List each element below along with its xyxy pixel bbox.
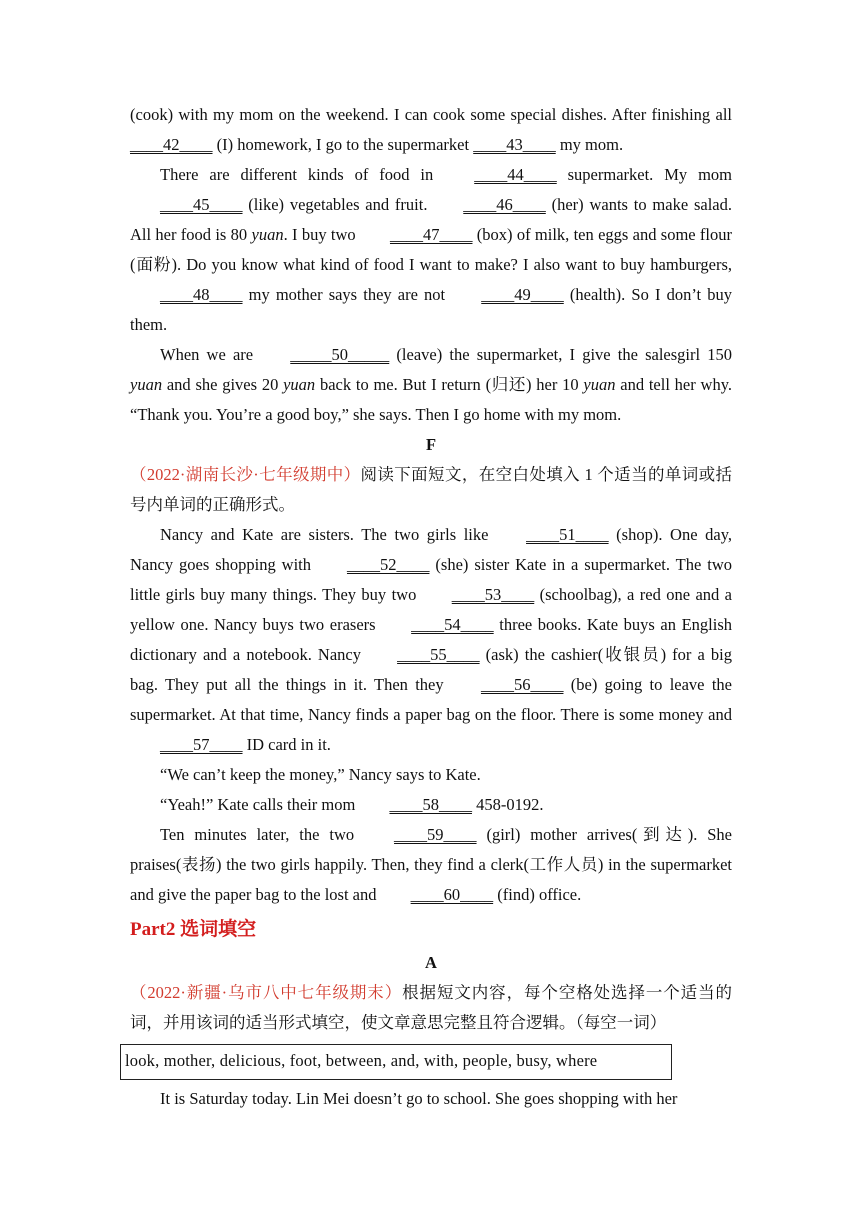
text: (her) wants to make salad. All her food is 80: [130, 195, 732, 244]
blank-54[interactable]: ____54____: [411, 615, 494, 634]
instruction-text: 阅读下面短文，在空白处填入 1 个适当的单词或括号内单词的正确形式。: [130, 465, 733, 514]
section-heading: F: [425, 435, 437, 454]
instruction: [130, 460, 732, 520]
text-yuan: yuan: [583, 375, 616, 394]
text-yuan: yuan: [130, 375, 163, 394]
text: (box) of milk, ten eggs and some flour (面粉). Do you know what kind of food I want to make? I also want to buy hamburgers,: [130, 225, 732, 274]
paragraph: [130, 340, 732, 430]
text: my mother says they are not: [242, 285, 452, 304]
section-heading: A: [425, 953, 437, 972]
text: and she gives 20: [162, 375, 284, 394]
blank-57[interactable]: ____57____: [160, 735, 243, 754]
blank-50[interactable]: _____50_____: [290, 345, 390, 364]
text: When we are: [160, 345, 261, 364]
text: ID card in it.: [242, 735, 331, 754]
text: my mom.: [555, 135, 624, 154]
document-body: [125, 100, 733, 1114]
blank-58[interactable]: ____58____: [389, 795, 472, 814]
blank-49[interactable]: ____49____: [481, 285, 564, 304]
blank-60[interactable]: ____60____: [410, 885, 494, 904]
paragraph: [130, 820, 732, 910]
blank-46[interactable]: ____46____: [463, 195, 546, 214]
text: and tell her why. “Thank you. You’re a good boy,” she says. Then I go home with my mom.: [130, 375, 732, 424]
text: Nancy and Kate are sisters. The two girls like: [160, 525, 497, 544]
text: (I) homework, I go to the supermarket: [212, 135, 474, 154]
blank-53[interactable]: ____53____: [451, 585, 535, 604]
text-yuan: yuan: [283, 375, 316, 394]
part-title: Part2 选词填空: [130, 919, 257, 940]
blank-47[interactable]: ____47____: [389, 225, 473, 244]
text: three books. Kate buys an English dictionary and a notebook. Nancy: [130, 615, 732, 664]
blank-52[interactable]: ____52____: [346, 555, 430, 574]
text: back to me. But I return (归还) her 10: [315, 375, 584, 394]
instruction: [130, 978, 732, 1038]
text: . I buy two: [283, 225, 360, 244]
text-yuan: yuan: [251, 225, 284, 244]
source-label: （2022·湖南长沙·七年级期中）: [130, 465, 361, 484]
text: (ask) the cashier(收银员) for a big bag. They put all the things in it. Then they: [130, 645, 732, 694]
text: (girl) mother arrives(到达). She praises(表扬) the two girls happily. Then, they find a clerk(工作人员) in the supermarket and give the paper bag to the lost and: [130, 825, 732, 904]
text: (health). So I don’t buy them.: [130, 285, 733, 334]
text: (like) vegetables and fruit.: [242, 195, 434, 214]
text: supermarket. My mom: [556, 165, 733, 184]
blank-59[interactable]: ____59____: [394, 825, 477, 844]
paragraph: [130, 100, 732, 160]
text: (schoolbag), a red one and a yellow one. Nancy buys two erasers: [130, 585, 732, 634]
text: (leave) the supermarket, I give the salesgirl 150: [389, 345, 732, 364]
text: (cook) with my mom on the weekend. I can cook some special dishes. After finishing: [130, 105, 711, 124]
blank-45[interactable]: ____45____: [160, 195, 243, 214]
blank-48[interactable]: ____48____: [160, 285, 243, 304]
paragraph: It is Saturday today. Lin Mei doesn’t go to school. She goes shopping with her: [160, 1089, 678, 1108]
paragraph: [130, 520, 732, 760]
text: (she) sister Kate in a supermarket. The two little girls buy many things. They buy two: [130, 555, 732, 604]
text: “Yeah!” Kate calls their mom: [160, 795, 360, 814]
paragraph: [130, 790, 732, 820]
paragraph: [130, 160, 732, 340]
text: Ten minutes later, the two: [160, 825, 365, 844]
text: (shop). One day, Nancy goes shopping with: [130, 525, 732, 574]
instruction-text: 根据短文内容，每个空格处选择一个适当的词，并用该词的适当形式填空，使文章意思完整且符合逻辑。（每空一词）: [130, 983, 733, 1032]
paragraph: “We can’t keep the money,” Nancy says to Kate.: [160, 765, 481, 784]
blank-56[interactable]: ____56____: [480, 675, 564, 694]
source-label: （2022·新疆·乌市八中七年级期末）: [130, 983, 403, 1002]
text: all: [715, 105, 732, 124]
text: There are different kinds of food in: [160, 165, 445, 184]
blank-55[interactable]: ____55____: [397, 645, 480, 664]
text: (be) going to leave the supermarket. At that time, Nancy finds a paper bag on the floor. There is some money and: [130, 675, 732, 724]
word-bank-box: look, mother, delicious, foot, between, and, with, people, busy, where: [120, 1044, 672, 1080]
blank-44[interactable]: ____44____: [474, 165, 557, 184]
text: (find) office.: [493, 885, 582, 904]
text: 458-0192.: [471, 795, 544, 814]
blank-51[interactable]: ____51____: [526, 525, 609, 544]
blank-42[interactable]: ____42____: [130, 135, 213, 154]
blank-43[interactable]: ____43____: [473, 135, 556, 154]
